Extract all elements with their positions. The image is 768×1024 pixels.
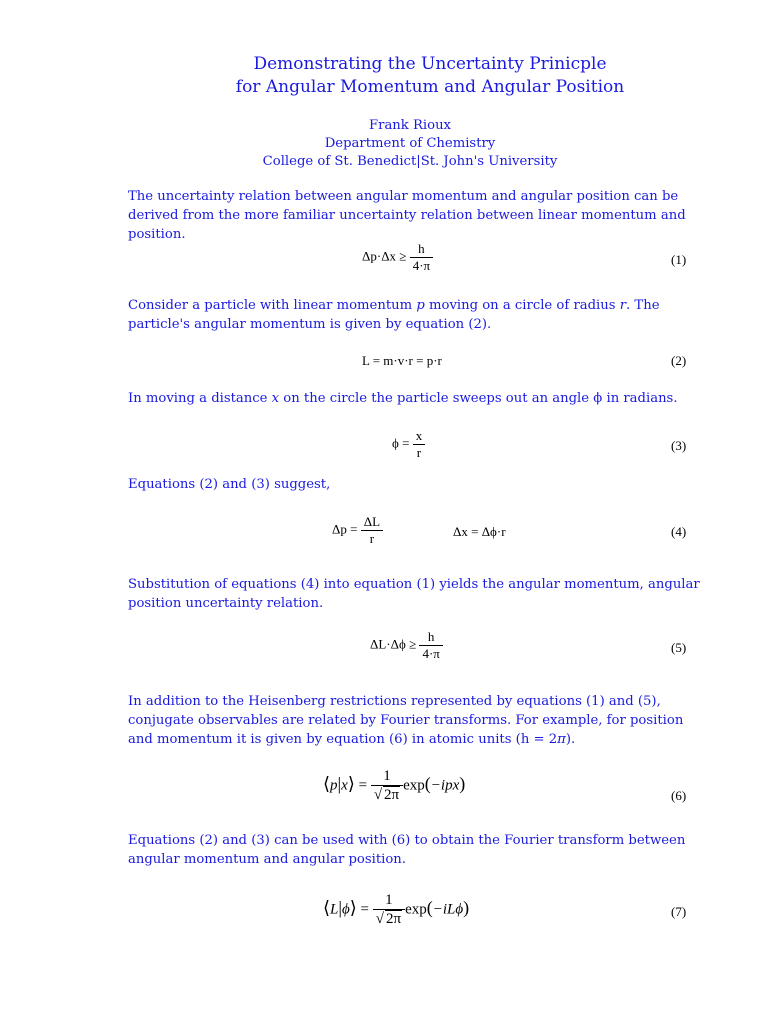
paragraph-6-text-b: ).: [565, 732, 576, 747]
author-institution: College of St. Benedict|St. John's University: [262, 154, 558, 169]
equation-7-equals: =: [360, 901, 369, 918]
equation-6-number: (6): [671, 788, 687, 803]
author-department: Department of Chemistry: [324, 136, 496, 151]
paragraph-3-var-x: x: [271, 391, 280, 406]
paragraph-2-var-r: r: [619, 298, 627, 313]
paragraph-3-text-a: In moving a distance: [128, 391, 272, 406]
equation-6-ket: x: [341, 777, 348, 794]
equation-6-exp: exp: [403, 777, 425, 794]
equation-6-arg: −ipx: [430, 777, 460, 794]
equation-7-right-angle: ⟩: [349, 897, 357, 918]
equation-6-lparen: (: [424, 773, 431, 794]
equation-3-denominator: r: [413, 444, 426, 461]
paragraph-6: [128, 692, 708, 749]
equation-1-fraction: [410, 241, 433, 274]
equation-1-numerator: h: [418, 241, 425, 256]
paragraph-1: The uncertainty relation between angular momentum and angular position can be derived from the more familiar uncertainty relation between linear momentum and position.: [128, 189, 686, 242]
equation-7: [323, 892, 469, 928]
equation-7-bra: L: [330, 901, 339, 918]
equation-6-left-angle: ⟨: [323, 773, 331, 794]
equation-7-rparen: ): [463, 897, 470, 918]
paragraph-2: [128, 296, 708, 334]
equation-4-rhs: Δx = Δϕ·r: [453, 524, 506, 539]
equation-3: [392, 428, 425, 461]
equation-1-number: (1): [671, 252, 687, 267]
title-line-1: Demonstrating the Uncertainty Prinicple: [253, 54, 607, 74]
equation-7-ket: ϕ: [341, 901, 350, 918]
paragraph-3-var-phi: ϕ: [593, 391, 603, 406]
paragraph-3-text-b: on the circle the particle sweeps out an angle: [279, 391, 594, 406]
equation-6-bra: p: [330, 777, 338, 794]
equation-7-denominator: √ 2π: [373, 909, 405, 928]
equation-3-fraction: [413, 428, 426, 461]
equation-5-lhs: ΔL·Δϕ ≥: [370, 636, 417, 652]
equation-6-bar: |: [337, 773, 342, 794]
paragraph-4: Equations (2) and (3) suggest,: [128, 477, 331, 492]
title-line-2: for Angular Momentum and Angular Position: [235, 77, 625, 97]
equation-5-fraction: [419, 629, 442, 662]
equation-1: [362, 241, 433, 274]
paragraph-5: Substitution of equations (4) into equation (1) yields the angular momentum, angular position uncertainty relation.: [128, 577, 700, 611]
equation-6-equals: =: [358, 777, 368, 794]
equation-4: [332, 514, 383, 547]
paragraph-3: [128, 389, 708, 408]
equation-1-lhs: Δp·Δx ≥: [362, 248, 407, 264]
equation-4-numerator: ΔL: [363, 514, 381, 529]
equation-6-sqrt: 2π: [384, 787, 400, 803]
equation-7-left-angle: ⟨: [323, 897, 331, 918]
equation-7-lparen: (: [426, 897, 433, 918]
paragraph-2-text-c: . The particle's angular momentum is given by equation (2).: [128, 298, 660, 332]
equation-4-number: (4): [671, 524, 687, 539]
paragraph-3-text-c: in radians.: [602, 391, 678, 406]
equation-7-fraction: [373, 892, 405, 928]
paragraph-2-var-p: p: [416, 298, 425, 313]
equation-4-fraction: [361, 514, 383, 547]
equation-6-numerator: 1: [383, 768, 391, 784]
equation-3-numerator: x: [415, 428, 423, 443]
equation-7-number: (7): [671, 904, 687, 919]
equation-7-arg: −iLϕ: [432, 901, 464, 918]
equation-7-sqrt: 2π: [385, 911, 402, 927]
equation-4-lhs: Δp =: [332, 521, 358, 537]
paragraph-6-pi: π: [557, 732, 566, 747]
author-name: Frank Rioux: [368, 118, 451, 133]
equation-7-numerator: 1: [385, 892, 393, 908]
equation-1-denominator: 4·π: [410, 257, 433, 274]
equation-6-rparen: ): [459, 773, 466, 794]
paragraph-2-text-b: moving on a circle of radius: [424, 298, 620, 313]
paragraph-7: Equations (2) and (3) can be used with (6) to obtain the Fourier transform between angular momentum and angular position.: [128, 833, 686, 867]
equation-6-fraction: [371, 768, 403, 804]
equation-7-exp: exp: [405, 901, 427, 918]
equation-5-denominator: 4·π: [419, 645, 442, 662]
equation-5: [370, 629, 443, 662]
equation-3-number: (3): [671, 438, 687, 453]
equation-7-bar: |: [338, 897, 342, 918]
equation-2: L = m·v·r = p·r: [362, 353, 442, 368]
equation-4-denominator: r: [361, 530, 383, 547]
equation-3-lhs: ϕ =: [392, 435, 410, 451]
equation-5-numerator: h: [427, 629, 435, 644]
equation-2-number: (2): [671, 353, 687, 368]
equation-6: [323, 768, 465, 804]
equation-6-denominator: √ 2π: [371, 785, 403, 804]
equation-6-right-angle: ⟩: [347, 773, 355, 794]
equation-5-number: (5): [671, 640, 687, 655]
paragraph-2-text-a: Consider a particle with linear momentum: [128, 298, 417, 313]
paragraph-6-text-a: In addition to the Heisenberg restrictions represented by equations (1) and (5), conjugate observables are related by Fourier transforms. For example, for position and momentum it is given by equation (6) in atomic units (h = 2: [128, 694, 684, 747]
